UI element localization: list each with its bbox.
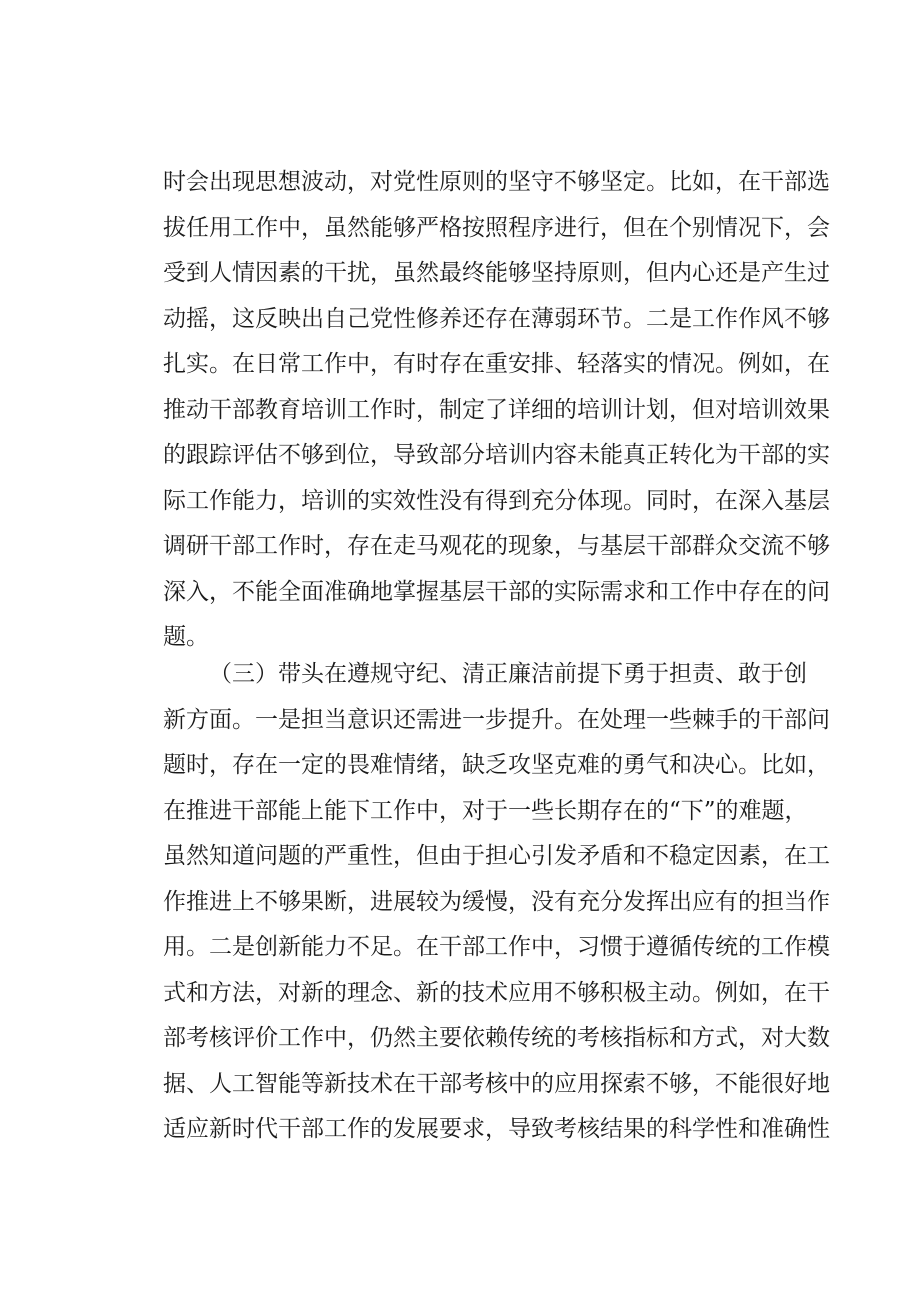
paragraph-2 [163,652,830,1153]
paragraph-line: 作推进上不够果断，进展较为缓慢，没有充分发挥出应有的担当作 [163,888,830,915]
paragraph-line: 部考核评价工作中，仍然主要依赖传统的考核指标和方式，对大数 [163,1025,830,1051]
paragraph-line: 推动干部教育培训工作时，制定了详细的培训计划，但对培训效果 [163,396,830,423]
paragraph-line: 扎实。在日常工作中，有时存在重安排、轻落实的情况。例如，在 [163,351,830,377]
paragraph-line: 时会出现思想波动，对党性原则的坚守不够坚定。比如，在干部选 [163,169,830,195]
paragraph-1 [163,160,830,661]
paragraph-line: 在推进干部能上能下工作中，对于一些长期存在的“下”的难题， [163,797,808,824]
paragraph-line: 深入，不能全面准确地掌握基层干部的实际需求和工作中存在的问 [163,578,830,605]
paragraph-line: 虽然知道问题的严重性，但由于担心引发矛盾和不稳定因素，在工 [163,843,830,869]
paragraph-line: 题时，存在一定的畏难情绪，缺乏攻坚克难的勇气和决心。比如， [163,752,830,778]
paragraph-line: 据、人工智能等新技术在干部考核中的应用探索不够，不能很好地 [163,1070,830,1097]
paragraph-line: 受到人情因素的干扰，虽然最终能够坚持原则，但内心还是产生过 [163,260,830,286]
paragraph-line: 式和方法，对新的理念、新的技术应用不够积极主动。例如，在干 [163,979,830,1006]
paragraph-line: 题。 [163,624,209,650]
paragraph-line: 新方面。一是担当意识还需进一步提升。在处理一些棘手的干部问 [163,706,830,733]
paragraph-line: 际工作能力，培训的实效性没有得到充分体现。同时，在深入基层 [163,487,830,514]
paragraph-line: 拔任用工作中，虽然能够严格按照程序进行，但在个别情况下，会 [163,214,830,241]
paragraph-line: 用。二是创新能力不足。在干部工作中，习惯于遵循传统的工作模 [163,934,830,960]
paragraph-line: 适应新时代干部工作的发展要求，导致考核结果的科学性和准确性 [163,1116,830,1142]
section-heading-line: （三）带头在遵规守纪、清正廉洁前提下勇于担责、敢于创 [209,661,807,687]
paragraph-line: 的跟踪评估不够到位，导致部分培训内容未能真正转化为干部的实 [163,442,830,468]
paragraph-line: 动摇，这反映出自己党性修养还存在薄弱环节。二是工作作风不够 [163,305,830,332]
paragraph-line: 调研干部工作时，存在走马观花的现象，与基层干部群众交流不够 [163,533,830,559]
